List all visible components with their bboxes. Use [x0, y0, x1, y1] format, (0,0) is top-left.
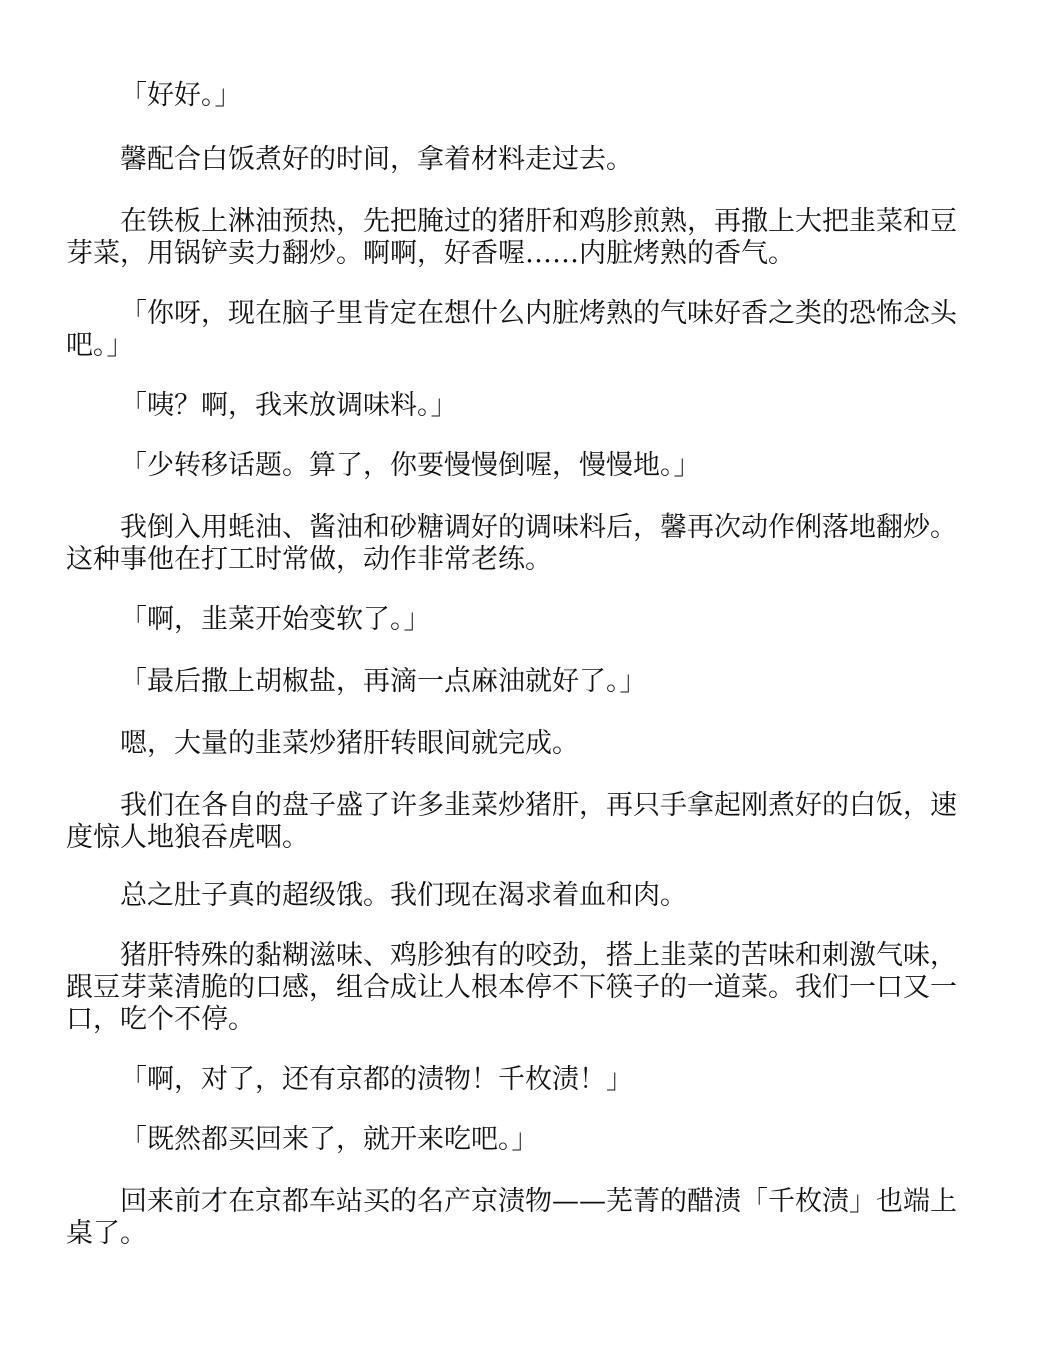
paragraph: 「啊，韭菜开始变软了。」: [120, 604, 431, 635]
paragraph: 我们在各自的盘子盛了许多韭菜炒猪肝，再只手拿起刚煮好的白饭，速度惊人地狼吞虎咽。: [66, 790, 957, 853]
paragraph: 「既然都买回来了，就开来吃吧。」: [120, 1124, 539, 1155]
paragraph: 我倒入用蚝油、酱油和砂糖调好的调味料后，馨再次动作俐落地翻炒。这种事他在打工时常做，动作非常老练。: [66, 512, 957, 575]
paragraph: 总之肚子真的超级饿。我们现在渴求着血和肉。: [120, 880, 687, 911]
paragraph: 「咦？啊，我来放调味料。」: [120, 390, 458, 421]
paragraph: 「少转移话题。算了，你要慢慢倒喔，慢慢地。」: [120, 450, 701, 481]
paragraph: 「啊，对了，还有京都的渍物！千枚渍！」: [120, 1064, 633, 1095]
paragraph: 嗯，大量的韭菜炒猪肝转眼间就完成。: [120, 728, 579, 759]
paragraph: 「最后撒上胡椒盐，再滴一点麻油就好了。」: [120, 666, 647, 697]
paragraph: 馨配合白饭煮好的时间，拿着材料走过去。: [120, 144, 633, 175]
paragraph: 「好好。」: [120, 80, 242, 111]
paragraph: 在铁板上淋油预热，先把腌过的猪肝和鸡胗煎熟，再撒上大把韭菜和豆芽菜，用锅铲卖力翻炒。啊啊，好香喔……内脏烤熟的香气。: [66, 206, 957, 269]
paragraph: 回来前才在京都车站买的名产京渍物——芜菁的醋渍「千枚渍」也端上桌了。: [66, 1186, 957, 1249]
paragraph: 猪肝特殊的黏糊滋味、鸡胗独有的咬劲，搭上韭菜的苦味和刺激气味，跟豆芽菜清脆的口感，组合成让人根本停不下筷子的一道菜。我们一口又一口，吃个不停。: [66, 940, 957, 1035]
paragraph: 「你呀，现在脑子里肯定在想什么内脏烤熟的气味好香之类的恐怖念头吧。」: [66, 298, 957, 361]
